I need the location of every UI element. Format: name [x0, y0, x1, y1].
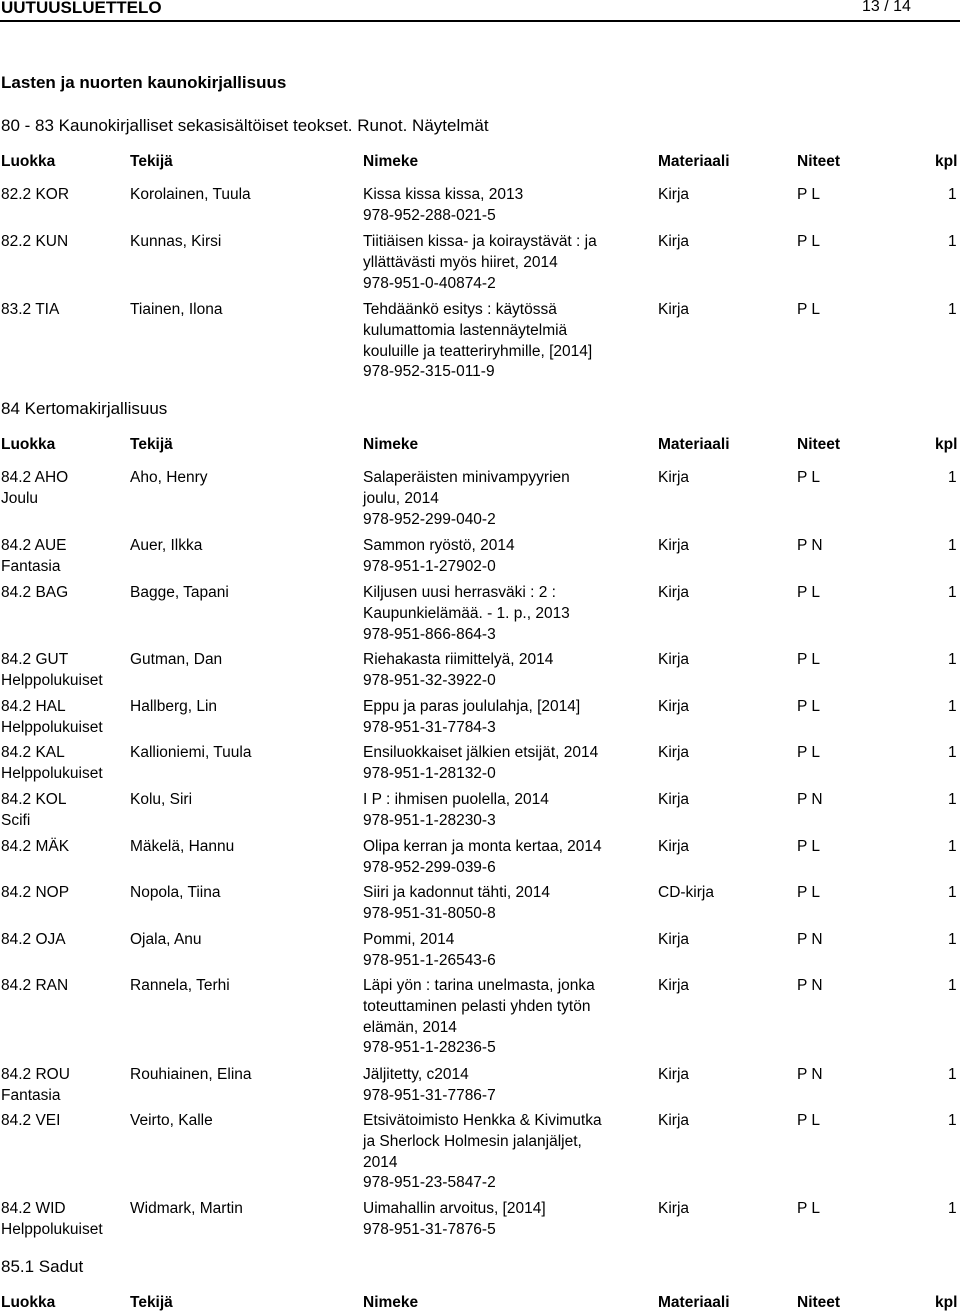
entry-niteet: P N: [797, 977, 823, 994]
entry-nimeke-line: 978-952-315-011-9: [363, 363, 495, 381]
entry-niteet: P L: [797, 651, 820, 668]
section-title: 80 - 83 Kaunokirjalliset sekasisältöiset teokset. Runot. Näytelmät: [1, 116, 489, 135]
entry-tekija: Kunnas, Kirsi: [130, 233, 222, 250]
column-header-materiaali: Materiaali: [658, 1294, 730, 1311]
entry-materiaali: Kirja: [658, 537, 690, 554]
entry-luokka-line: Helppolukuiset: [1, 1220, 103, 1238]
entry-tekija: Korolainen, Tuula: [130, 186, 251, 203]
entry-tekija: Kolu, Siri: [130, 791, 193, 808]
entry-materiaali: Kirja: [658, 977, 690, 994]
entry-nimeke: Uimahallin arvoitus, [2014]: [363, 1200, 546, 1217]
entry-nimeke-line: 978-952-299-039-6: [363, 858, 496, 876]
entry-niteet: P L: [797, 186, 820, 203]
entry-nimeke-line: 2014: [363, 1153, 398, 1171]
column-header-materiaali: Materiaali: [658, 153, 730, 170]
entry-tekija: Widmark, Martin: [130, 1200, 243, 1217]
entry-niteet: P L: [797, 301, 820, 318]
entry-kpl: 1: [948, 233, 957, 250]
column-header-niteet: Niteet: [797, 436, 841, 453]
column-header-tekija: Tekijä: [130, 436, 173, 453]
column-header-luokka: Luokka: [1, 436, 56, 453]
entry-tekija: Rannela, Terhi: [130, 977, 230, 994]
entry-nimeke-line: 978-951-866-864-3: [363, 625, 496, 643]
entry-nimeke-line: kulumattomia lastennäytelmiä: [363, 321, 568, 339]
entry-tekija: Rouhiainen, Elina: [130, 1066, 252, 1083]
entry-nimeke-line: 978-951-23-5847-2: [363, 1174, 496, 1192]
entry-tekija: Gutman, Dan: [130, 651, 223, 668]
entry-nimeke-line: 978-951-31-8050-8: [363, 904, 496, 922]
entry-tekija: Nopola, Tiina: [130, 884, 221, 901]
column-header-row: [0, 153, 960, 173]
entry-nimeke: Olipa kerran ja monta kertaa, 2014: [363, 838, 602, 855]
entry-luokka: 84.2 NOP: [1, 884, 70, 901]
page-number: 13 / 14: [862, 0, 911, 15]
entry-luokka: 83.2 TIA: [1, 301, 60, 318]
entry-nimeke-line: 978-951-32-3922-0: [363, 671, 496, 689]
main-heading: Lasten ja nuorten kaunokirjallisuus: [1, 73, 287, 92]
entry-luokka: 84.2 AHO: [1, 469, 69, 486]
entry-luokka: 84.2 GUT: [1, 651, 69, 668]
entry-nimeke-line: 978-952-299-040-2: [363, 510, 496, 528]
entry-nimeke-line: 978-951-0-40874-2: [363, 274, 496, 292]
document-title: UUTUUSLUETTELO: [1, 0, 162, 17]
entry-nimeke-line: 978-951-31-7786-7: [363, 1086, 496, 1104]
header-divider: [0, 20, 960, 22]
entry-nimeke-line: elämän, 2014: [363, 1018, 457, 1036]
entry-kpl: 1: [948, 931, 957, 948]
entry-materiaali: CD-kirja: [658, 884, 714, 901]
entry-nimeke: Eppu ja paras joululahja, [2014]: [363, 698, 581, 715]
column-header-tekija: Tekijä: [130, 1294, 173, 1311]
entry-materiaali: Kirja: [658, 1066, 690, 1083]
entry-luokka: 84.2 KAL: [1, 744, 65, 761]
entry-nimeke: Kissa kissa kissa, 2013: [363, 186, 524, 203]
entry-nimeke: Etsivätoimisto Henkka & Kivimutka: [363, 1112, 602, 1129]
column-header-kpl: kpl: [935, 153, 958, 170]
entry-nimeke-line: 978-952-288-021-5: [363, 206, 496, 224]
entry-luokka: 84.2 BAG: [1, 584, 69, 601]
entry-tekija: Aho, Henry: [130, 469, 208, 486]
entry-nimeke-line: 978-951-1-28230-3: [363, 811, 496, 829]
entry-kpl: 1: [948, 977, 957, 994]
entry-materiaali: Kirja: [658, 469, 690, 486]
entry-luokka: 82.2 KOR: [1, 186, 70, 203]
entry-niteet: P L: [797, 744, 820, 761]
entry-niteet: P L: [797, 884, 820, 901]
column-header-materiaali: Materiaali: [658, 436, 730, 453]
entry-kpl: 1: [948, 791, 957, 808]
entry-kpl: 1: [948, 1066, 957, 1083]
entry-luokka: 84.2 OJA: [1, 931, 66, 948]
entry-luokka: 84.2 RAN: [1, 977, 69, 994]
column-header-row: [0, 1294, 960, 1314]
entry-materiaali: Kirja: [658, 791, 690, 808]
column-header-nimeke: Nimeke: [363, 153, 419, 170]
entry-nimeke-line: 978-951-31-7784-3: [363, 718, 496, 736]
entry-nimeke: Tehdäänkö esitys : käytössä: [363, 301, 557, 318]
entry-nimeke: Läpi yön : tarina unelmasta, jonka: [363, 977, 595, 994]
entry-tekija: Ojala, Anu: [130, 931, 202, 948]
entry-tekija: Bagge, Tapani: [130, 584, 229, 601]
entry-niteet: P L: [797, 233, 820, 250]
entry-luokka: 84.2 KOL: [1, 791, 67, 808]
entry-nimeke-line: 978-951-1-28236-5: [363, 1039, 496, 1057]
entry-kpl: 1: [948, 1200, 957, 1217]
entry-nimeke: I P : ihmisen puolella, 2014: [363, 791, 549, 808]
entry-nimeke: Pommi, 2014: [363, 931, 455, 948]
entry-materiaali: Kirja: [658, 931, 690, 948]
entry-niteet: P L: [797, 698, 820, 715]
entry-kpl: 1: [948, 1112, 957, 1129]
entry-nimeke-line: yllättävästi myös hiiret, 2014: [363, 253, 558, 271]
entry-luokka: 84.2 HAL: [1, 698, 66, 715]
entry-luokka-line: Scifi: [1, 811, 31, 829]
column-header-niteet: Niteet: [797, 1294, 841, 1311]
column-header-luokka: Luokka: [1, 1294, 56, 1311]
entry-nimeke: Salaperäisten minivampyyrien: [363, 469, 570, 486]
entry-nimeke: Tiitiäisen kissa- ja koiraystävät : ja: [363, 233, 597, 250]
entry-materiaali: Kirja: [658, 1200, 690, 1217]
entry-niteet: P L: [797, 838, 820, 855]
entry-nimeke-line: toteuttaminen pelasti yhden tytön: [363, 997, 591, 1015]
entry-materiaali: Kirja: [658, 186, 690, 203]
entry-niteet: P N: [797, 791, 823, 808]
entry-nimeke: Riehakasta riimittelyä, 2014: [363, 651, 554, 668]
entry-materiaali: Kirja: [658, 698, 690, 715]
column-header-tekija: Tekijä: [130, 153, 173, 170]
entry-materiaali: Kirja: [658, 301, 690, 318]
entry-niteet: P L: [797, 1200, 820, 1217]
column-header-kpl: kpl: [935, 436, 958, 453]
section-title: 84 Kertomakirjallisuus: [1, 399, 168, 418]
entry-kpl: 1: [948, 698, 957, 715]
entry-nimeke-line: Kaupunkielämää. - 1. p., 2013: [363, 604, 570, 622]
entry-materiaali: Kirja: [658, 584, 690, 601]
entry-niteet: P N: [797, 931, 823, 948]
entry-nimeke: Kiljusen uusi herrasväki : 2 :: [363, 584, 556, 601]
column-header-luokka: Luokka: [1, 153, 56, 170]
entry-niteet: P N: [797, 1066, 823, 1083]
entry-nimeke-line: 978-951-31-7876-5: [363, 1220, 496, 1238]
entry-kpl: 1: [948, 469, 957, 486]
entry-luokka: 84.2 MÄK: [1, 838, 70, 855]
entry-tekija: Veirto, Kalle: [130, 1112, 213, 1129]
entry-kpl: 1: [948, 186, 957, 203]
entry-materiaali: Kirja: [658, 651, 690, 668]
entry-kpl: 1: [948, 584, 957, 601]
entry-nimeke: Ensiluokkaiset jälkien etsijät, 2014: [363, 744, 599, 761]
entry-niteet: P N: [797, 537, 823, 554]
entry-luokka: 82.2 KUN: [1, 233, 69, 250]
entry-niteet: P L: [797, 1112, 820, 1129]
entry-materiaali: Kirja: [658, 233, 690, 250]
entry-luokka-line: Helppolukuiset: [1, 671, 103, 689]
entry-luokka: 84.2 WID: [1, 1200, 66, 1217]
entry-luokka-line: Joulu: [1, 489, 39, 507]
column-header-niteet: Niteet: [797, 153, 841, 170]
entry-luokka: 84.2 AUE: [1, 537, 67, 554]
entry-niteet: P L: [797, 584, 820, 601]
page-header: [0, 0, 960, 20]
entry-luokka: 84.2 VEI: [1, 1112, 61, 1129]
column-header-row: [0, 436, 960, 456]
entry-niteet: P L: [797, 469, 820, 486]
entry-nimeke: Sammon ryöstö, 2014: [363, 537, 515, 554]
entry-tekija: Tiainen, Ilona: [130, 301, 223, 318]
entry-materiaali: Kirja: [658, 744, 690, 761]
column-header-nimeke: Nimeke: [363, 1294, 419, 1311]
entry-kpl: 1: [948, 838, 957, 855]
entry-tekija: Kallioniemi, Tuula: [130, 744, 252, 761]
entry-luokka-line: Fantasia: [1, 557, 61, 575]
entry-tekija: Auer, Ilkka: [130, 537, 203, 554]
entry-kpl: 1: [948, 884, 957, 901]
column-header-nimeke: Nimeke: [363, 436, 419, 453]
entry-nimeke-line: 978-951-1-28132-0: [363, 764, 496, 782]
section-title: 85.1 Sadut: [1, 1257, 84, 1276]
entry-luokka-line: Helppolukuiset: [1, 764, 103, 782]
entry-nimeke: Jäljitetty, c2014: [363, 1066, 469, 1083]
column-header-kpl: kpl: [935, 1294, 958, 1311]
entry-nimeke-line: joulu, 2014: [363, 489, 439, 507]
entry-kpl: 1: [948, 744, 957, 761]
entry-kpl: 1: [948, 301, 957, 318]
entry-luokka-line: Helppolukuiset: [1, 718, 103, 736]
entry-materiaali: Kirja: [658, 1112, 690, 1129]
entry-materiaali: Kirja: [658, 838, 690, 855]
entry-nimeke-line: kouluille ja teatteriryhmille, [2014]: [363, 342, 593, 360]
entry-kpl: 1: [948, 537, 957, 554]
entry-luokka: 84.2 ROU: [1, 1066, 70, 1083]
entry-luokka-line: Fantasia: [1, 1086, 61, 1104]
entry-nimeke-line: 978-951-1-26543-6: [363, 951, 496, 969]
entry-kpl: 1: [948, 651, 957, 668]
entry-nimeke: Siiri ja kadonnut tähti, 2014: [363, 884, 550, 901]
entry-tekija: Mäkelä, Hannu: [130, 838, 235, 855]
entry-tekija: Hallberg, Lin: [130, 698, 218, 715]
entry-nimeke-line: 978-951-1-27902-0: [363, 557, 496, 575]
entry-nimeke-line: ja Sherlock Holmesin jalanjäljet,: [363, 1132, 582, 1150]
